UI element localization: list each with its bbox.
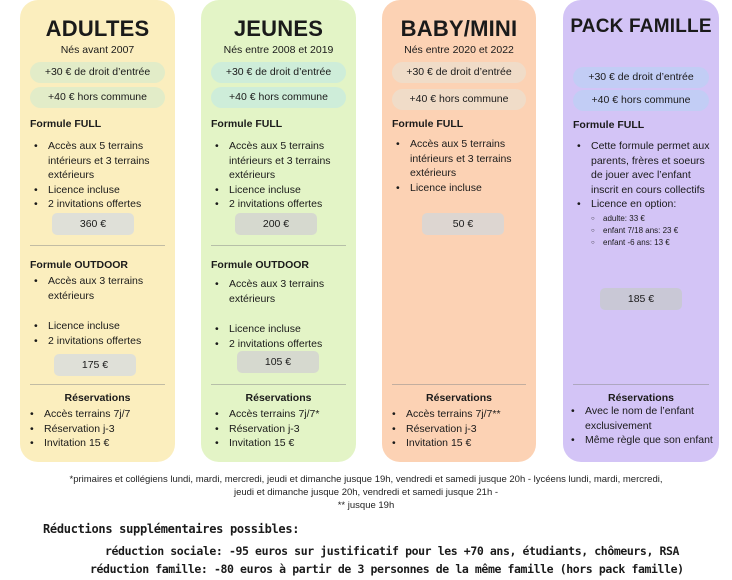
entry-fee-pill: +30 € de droit d’entrée — [211, 62, 346, 83]
license-option: ○ enfant 7/18 ans: 23 € — [591, 225, 713, 237]
full-formula-title: Formule FULL — [392, 118, 464, 130]
reduction-sociale: réduction sociale: -95 euros sur justificatif pour les +70 ans, étudiants, chômeurs, RSA — [105, 544, 680, 558]
footnote-line: ** jusque 19h — [337, 500, 395, 511]
full-formula-list — [215, 139, 350, 212]
out-of-town-pill: +40 € hors commune — [30, 87, 165, 108]
list-item: • 2 invitations offertes — [215, 337, 342, 352]
card-subtitle: Nés entre 2008 et 2019 — [223, 44, 334, 56]
card-pack-famille — [563, 0, 719, 462]
list-item: • Licence incluse — [396, 181, 530, 196]
divider — [211, 245, 346, 246]
full-formula-title: Formule FULL — [211, 118, 283, 130]
reservations-title: Réservations — [608, 392, 674, 404]
card-title: JEUNES — [233, 16, 324, 41]
list-item: • Licence incluse — [34, 319, 161, 334]
list-item: • 2 invitations offertes — [34, 334, 161, 349]
out-of-town-pill: +40 € hors commune — [573, 90, 709, 111]
license-options-list — [591, 213, 713, 249]
full-price: 50 € — [422, 213, 504, 235]
reduction-famille: réduction famille: -80 euros à partir de 3 personnes de la même famille (hors pack famille) — [90, 562, 684, 576]
list-item: • Accès aux 3 terrains extérieurs — [34, 274, 161, 303]
outdoor-formula-title: Formule OUTDOOR — [30, 259, 129, 271]
reservations-list — [30, 407, 169, 451]
entry-fee-pill: +30 € de droit d’entrée — [30, 62, 165, 83]
out-of-town-pill: +40 € hors commune — [392, 89, 526, 110]
list-item: • Cette formule permet aux parents, frères et soeurs de jouer avec l’enfant inscrit en cours collectifs — [577, 139, 713, 197]
reservations-list — [571, 404, 713, 448]
card-title: PACK FAMILLE — [570, 16, 712, 37]
card-adultes — [20, 0, 175, 462]
divider — [30, 384, 165, 385]
divider — [30, 245, 165, 246]
reservations-title: Réservations — [245, 392, 312, 404]
card-jeunes — [201, 0, 356, 462]
list-item: • Accès terrains 7j/7* — [215, 407, 350, 422]
outdoor-price: 105 € — [237, 351, 319, 373]
full-formula-list — [577, 139, 713, 249]
full-price: 200 € — [235, 213, 317, 235]
outdoor-price: 175 € — [54, 354, 136, 376]
card-subtitle: Nés entre 2020 et 2022 — [404, 44, 514, 56]
list-item: • Licence incluse — [215, 322, 342, 337]
entry-fee-pill: +30 € de droit d’entrée — [392, 62, 526, 83]
list-item: • Licence incluse — [215, 183, 350, 198]
list-item: • Accès terrains 7j/7** — [392, 407, 530, 422]
card-title: BABY/MINI — [400, 16, 518, 41]
license-option-label: Licence en option: — [591, 198, 677, 210]
outdoor-formula-list — [215, 277, 342, 351]
footnote-line: jeudi et dimanche jusque 20h, vendredi et samedi jusque 21h - — [233, 487, 499, 498]
divider — [392, 384, 526, 385]
full-formula-title: Formule FULL — [30, 118, 102, 130]
list-item: • Licence incluse — [34, 183, 169, 198]
card-title: ADULTES — [45, 16, 150, 41]
list-item: • Réservation j-3 — [215, 422, 350, 437]
list-item: • Accès terrains 7j/7 — [30, 407, 169, 422]
divider — [211, 384, 346, 385]
outdoor-formula-title: Formule OUTDOOR — [211, 259, 310, 271]
reductions-title: Réductions supplémentaires possibles: — [43, 522, 300, 536]
card-subtitle: Nés avant 2007 — [60, 44, 135, 56]
reservations-title: Réservations — [426, 392, 492, 404]
full-formula-list — [396, 137, 530, 195]
footnote-line: *primaires et collégiens lundi, mardi, mercredi, jeudi et dimanche jusque 19h, vendredi et samedi jusque 20h - lycéens lundi, mardi, mercredi, — [69, 474, 663, 485]
full-price: 185 € — [600, 288, 682, 310]
list-item — [577, 197, 713, 249]
full-formula-title: Formule FULL — [573, 119, 645, 131]
list-item: • Invitation 15 € — [30, 436, 169, 451]
list-item: • Même règle que son enfant — [571, 433, 713, 448]
reservations-list — [215, 407, 350, 451]
full-formula-list — [34, 139, 169, 212]
list-item: • Avec le nom de l’enfant exclusivement — [571, 404, 713, 433]
license-option: ○ enfant -6 ans: 13 € — [591, 237, 713, 249]
list-item: • Accès aux 5 terrains intérieurs et 3 terrains extérieurs — [34, 139, 169, 183]
outdoor-formula-list — [34, 274, 161, 348]
list-item: • 2 invitations offertes — [34, 197, 169, 212]
license-option: ○ adulte: 33 € — [591, 213, 713, 225]
out-of-town-pill: +40 € hors commune — [211, 87, 346, 108]
list-item: • Accès aux 3 terrains extérieurs — [215, 277, 342, 306]
entry-fee-pill: +30 € de droit d’entrée — [573, 67, 709, 88]
list-item: • Réservation j-3 — [30, 422, 169, 437]
list-item: • Accès aux 5 terrains intérieurs et 3 terrains extérieurs — [396, 137, 530, 181]
list-item: • Invitation 15 € — [392, 436, 530, 451]
reservations-list — [392, 407, 530, 451]
divider — [573, 384, 709, 385]
list-item: • Réservation j-3 — [392, 422, 530, 437]
card-baby-mini — [382, 0, 536, 462]
list-item: • Accès aux 5 terrains intérieurs et 3 terrains extérieurs — [215, 139, 350, 183]
list-item: • Invitation 15 € — [215, 436, 350, 451]
full-price: 360 € — [52, 213, 134, 235]
list-item: • 2 invitations offertes — [215, 197, 350, 212]
reservations-title: Réservations — [64, 392, 131, 404]
